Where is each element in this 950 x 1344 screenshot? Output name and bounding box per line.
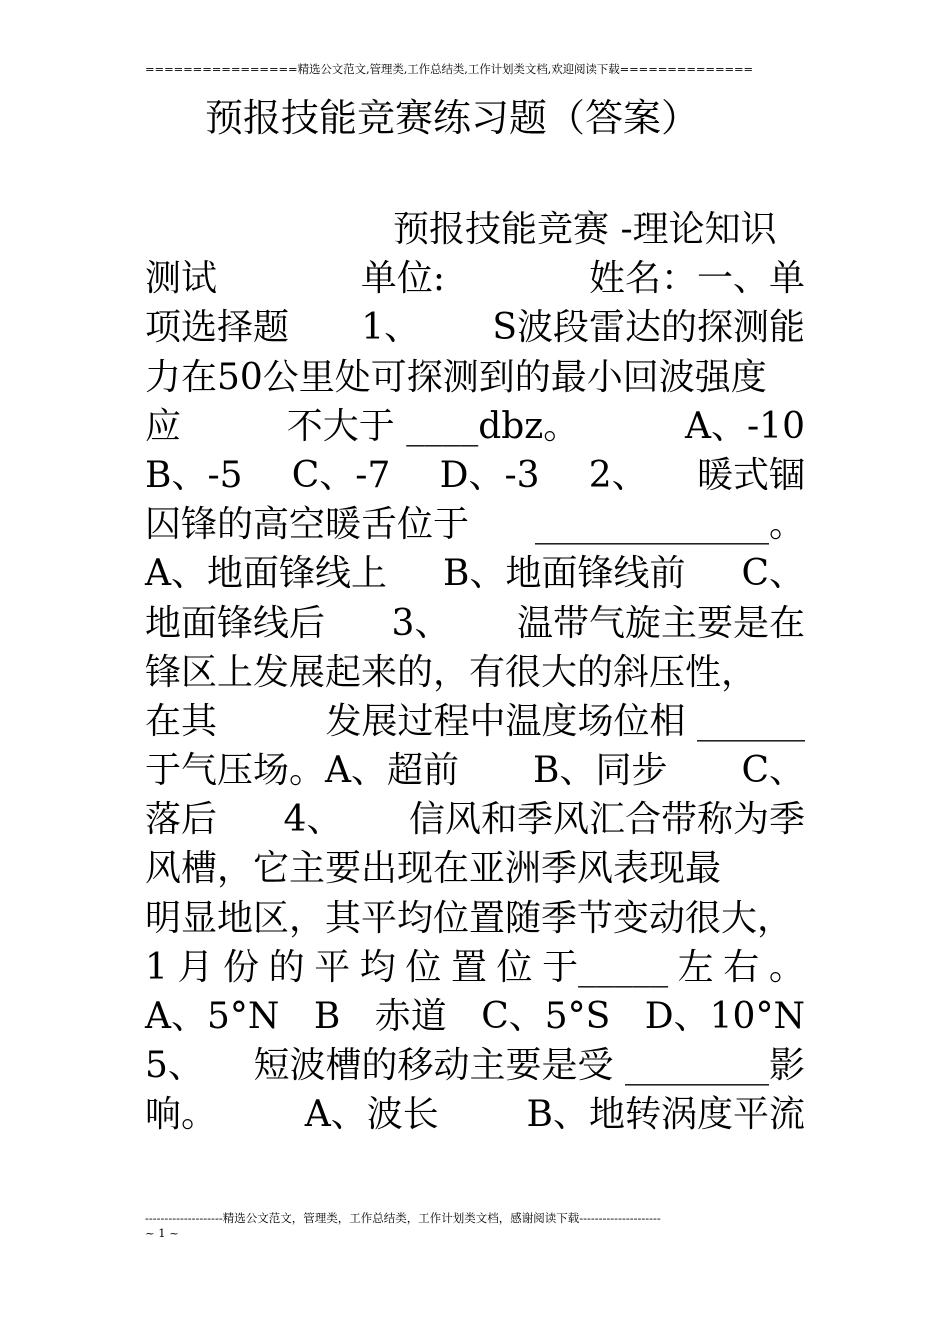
body-text-segment: B、-5	[145, 454, 243, 496]
body-text-segment: D、10°N	[644, 996, 805, 1037]
body-text-segment: 2、	[588, 454, 648, 496]
body-text-segment: 均	[359, 946, 396, 988]
body-text-segment: 置	[450, 946, 487, 988]
footer-banner: --------------------精选公文范文，管理类，工作总结类，工作计划类文档，感谢阅读下载---------------------	[145, 1211, 661, 1225]
body-text-segment: 明显地区，其平均位置随季节变动很大，	[145, 897, 794, 939]
body-text-segment: 赤道	[374, 996, 447, 1037]
body-text-segment: 单位:	[360, 258, 446, 300]
body-text-segment: 3、	[391, 602, 451, 644]
body-text-segment: D、-3	[439, 454, 540, 496]
body-text-segment: 短波槽的移动主要是受 ________影	[253, 1045, 805, 1087]
body-line	[145, 254, 805, 303]
body-text-segment: 囚锋的高空暖舌位于	[145, 504, 470, 546]
body-text-segment: 4、	[283, 799, 343, 841]
body-text-segment: 。	[768, 946, 805, 988]
body-line	[145, 648, 805, 697]
body-text-segment: A、-10	[685, 405, 805, 447]
body-text-segment: 力在50公里处可探测到的最小回波强度	[145, 356, 767, 398]
body-text-segment: 落后	[145, 799, 218, 841]
body-line	[145, 353, 805, 402]
body-text-segment: B、同步	[532, 750, 668, 792]
body-text-segment: A、地面锋线上	[145, 553, 387, 595]
body-line	[145, 746, 805, 795]
body-text-segment: 位	[496, 946, 533, 988]
body-line	[145, 500, 805, 549]
body-text-segment: 1	[145, 946, 168, 988]
body-text-segment: B、地转涡度平流	[526, 1094, 805, 1136]
body-text-segment: 左	[677, 946, 714, 988]
body-text-segment: _____________。	[535, 504, 805, 546]
body-text-segment: 在其	[145, 700, 218, 742]
body-text-segment: 平	[314, 946, 351, 988]
body-line	[145, 992, 805, 1041]
body-line	[145, 1041, 805, 1090]
body-text-segment: 预报技能竞赛 -理论知识	[393, 209, 777, 250]
body-text-segment: 温带气旋主要是在	[516, 602, 805, 644]
body-text-segment: 姓名：一、单	[588, 258, 805, 300]
body-line	[145, 795, 805, 844]
body-text-segment: 的	[268, 946, 305, 988]
header-banner: ================精选公文范文,管理类,工作总结类,工作计划类文档,欢迎阅读下载==============	[145, 62, 754, 76]
body-text-segment: 发展过程中温度场位相 ______	[325, 700, 805, 742]
body-line	[145, 599, 805, 648]
body-text-segment: 响。	[145, 1094, 218, 1136]
body-line	[145, 697, 805, 746]
body-text-segment: C、	[741, 553, 805, 595]
body-text-segment: 份	[223, 946, 260, 988]
body-text-segment: 信风和季风汇合带称为季	[408, 799, 805, 841]
body-line	[145, 894, 805, 943]
body-text-segment: 测试	[145, 258, 218, 300]
body-line	[145, 549, 805, 598]
body-text-segment: 地面锋线后	[145, 602, 326, 644]
body-text-segment: 项选择题	[145, 307, 290, 349]
document-body	[145, 205, 805, 1140]
body-text-segment: 风槽，它主要出现在亚洲季风表现最	[145, 848, 722, 890]
page-number: ~ 1 ~	[145, 1226, 179, 1240]
body-line	[145, 451, 805, 500]
document-title: 预报技能竞赛练习题（答案）	[205, 96, 700, 140]
body-text-segment: 应	[145, 405, 182, 447]
body-line	[145, 402, 805, 451]
body-text-segment: 月	[177, 946, 214, 988]
body-text-segment: 右	[723, 946, 760, 988]
body-text-segment: 位	[405, 946, 442, 988]
body-text-segment: 于_____	[542, 946, 669, 988]
body-text-segment: S波段雷达的探测能	[492, 307, 805, 349]
body-text-segment: A、5°N	[145, 996, 280, 1037]
body-text-segment: 暖式锢	[696, 454, 805, 496]
body-text-segment: 锋区上发展起来的，有很大的斜压性，	[145, 651, 758, 693]
body-text-segment: A、波长	[304, 1094, 439, 1136]
body-text-segment: B	[313, 996, 341, 1037]
body-line	[145, 943, 805, 992]
body-text-segment: C、5°S	[481, 996, 611, 1037]
body-line	[145, 303, 805, 352]
body-text-segment: C、-7	[291, 454, 391, 496]
body-text-segment: B、地面锋线前	[442, 553, 686, 595]
body-line	[145, 1090, 805, 1139]
body-line	[145, 844, 805, 893]
body-text-segment: 不大于 ____dbz。	[286, 405, 580, 447]
body-text-segment: 1、	[361, 307, 421, 349]
body-line	[145, 205, 805, 254]
body-text-segment: 5、	[145, 1045, 204, 1087]
body-text-segment: 于气压场。A、超前	[145, 750, 459, 792]
body-text-segment: C、	[741, 750, 805, 792]
